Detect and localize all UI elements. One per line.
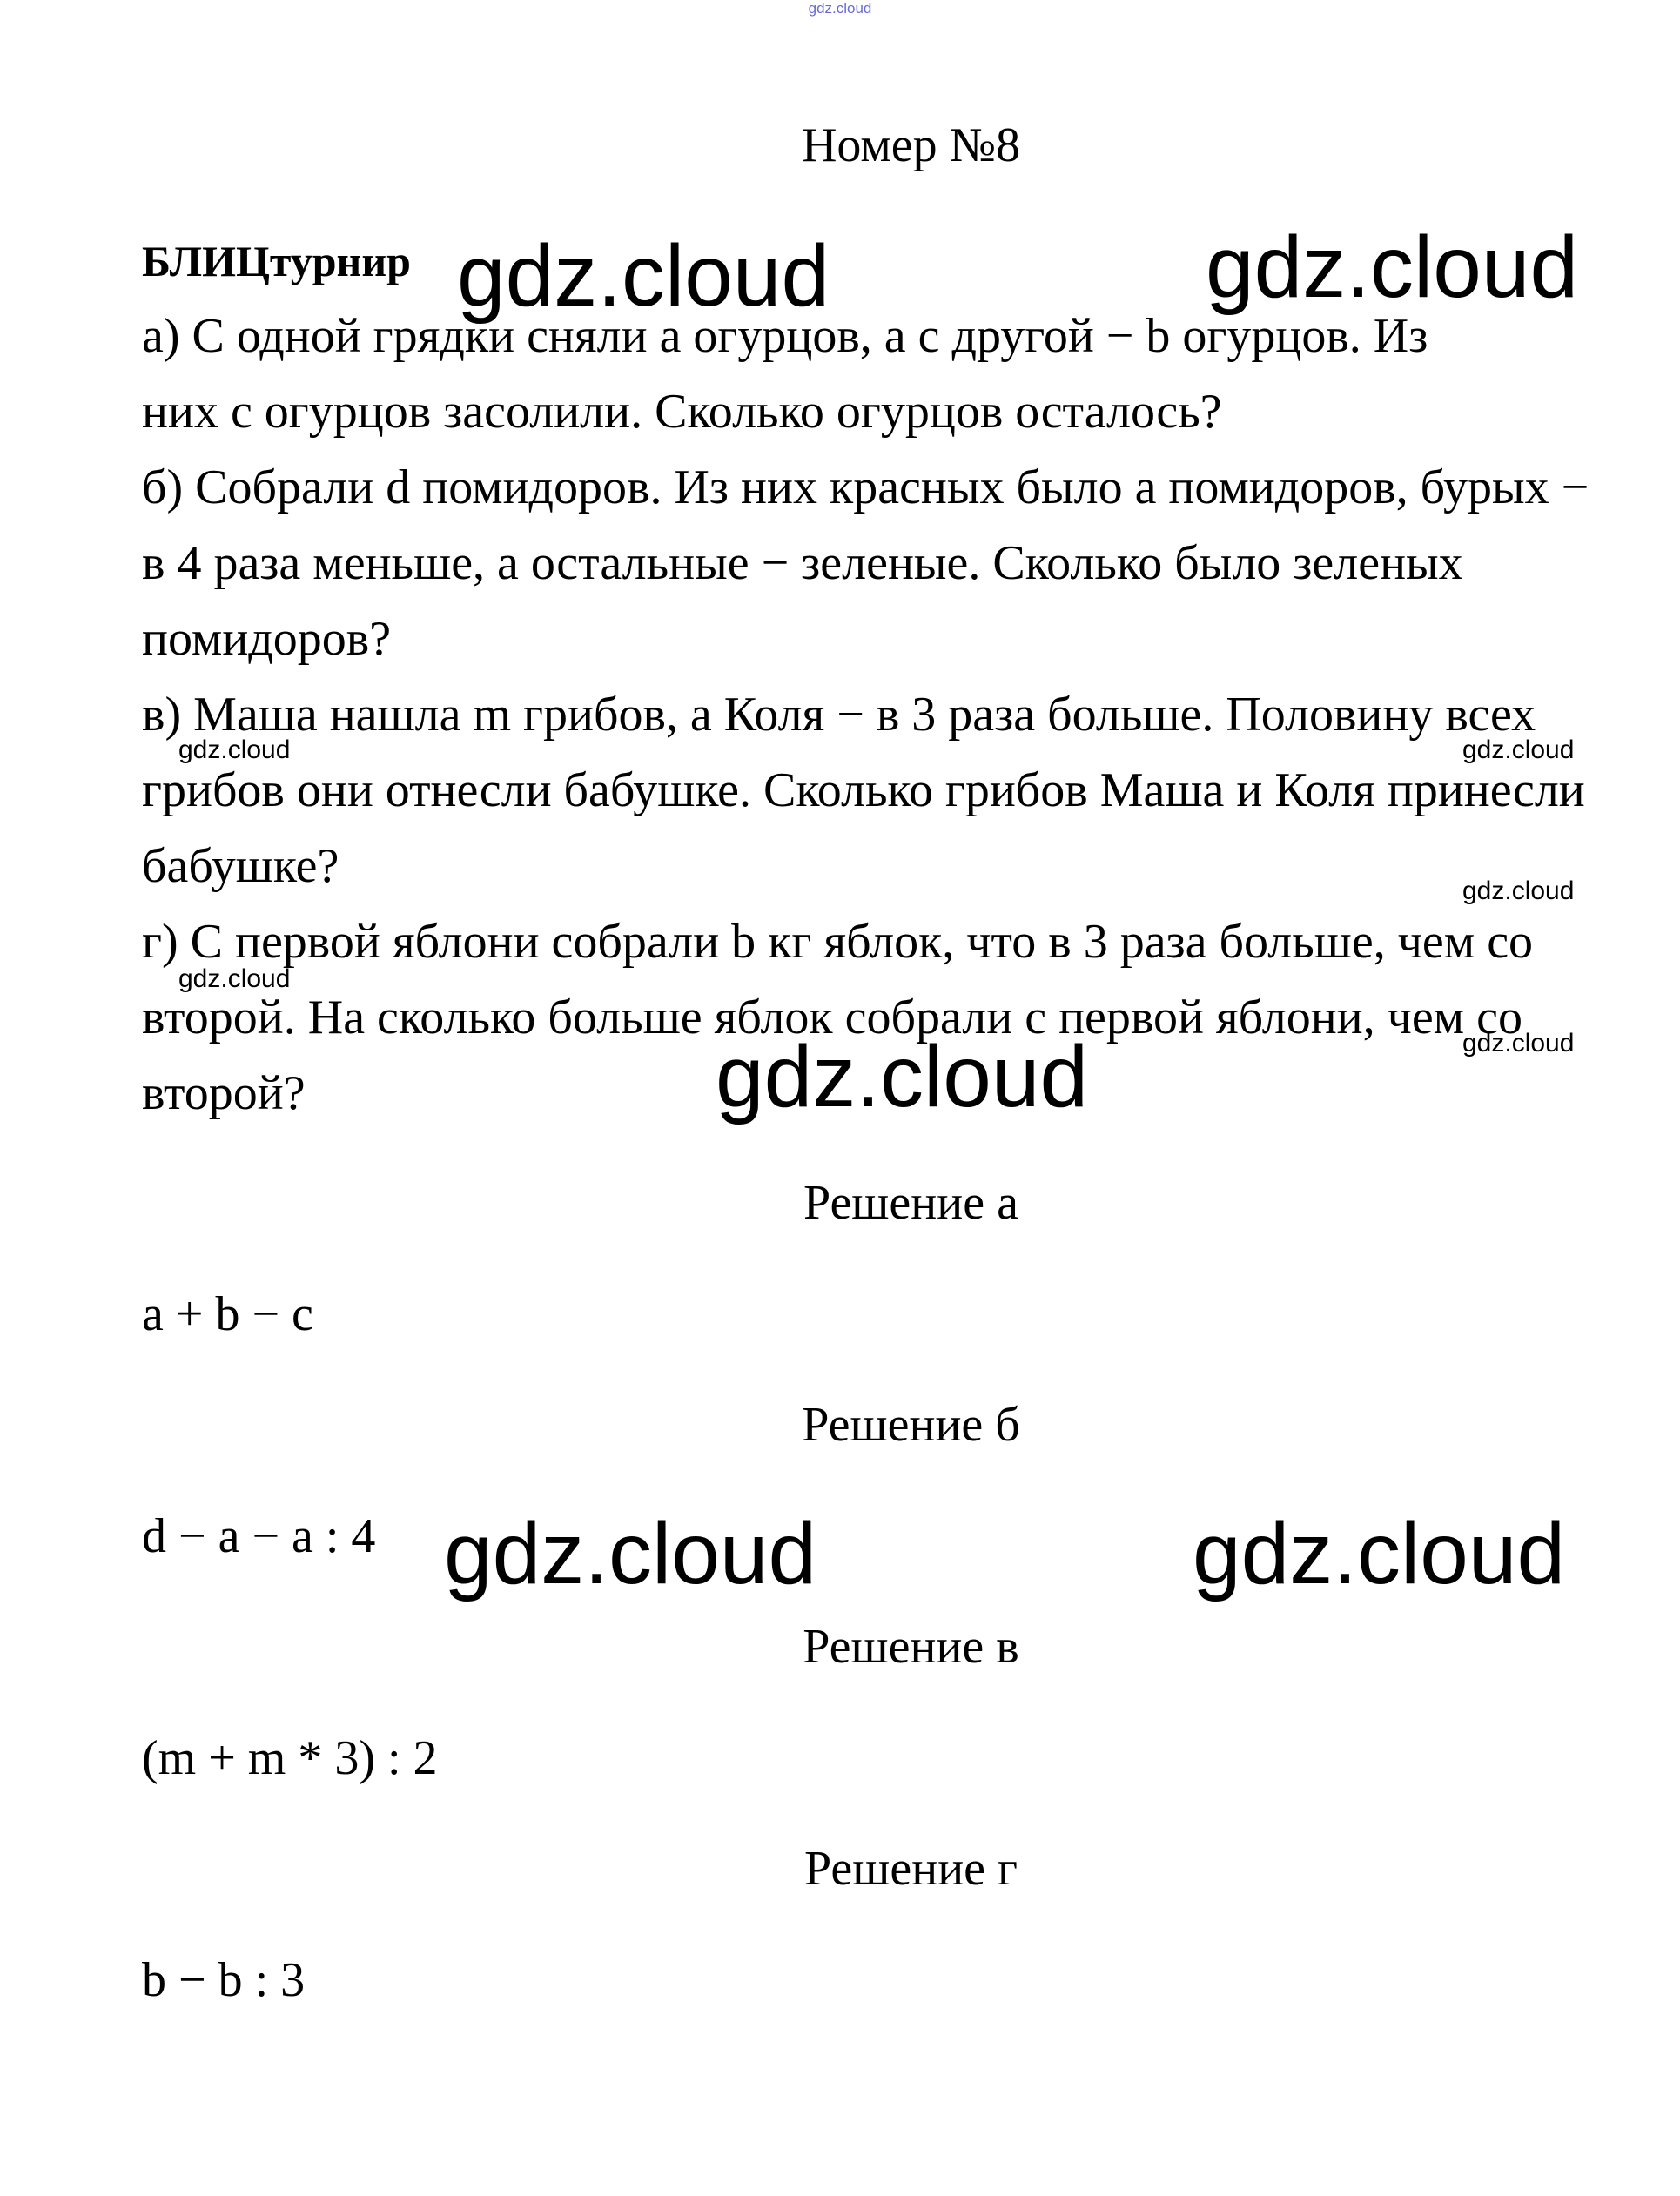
solution-heading: Решение г [804,1842,1018,1896]
watermark: gdz.cloud [178,735,291,764]
problem-line: помидоров? [142,612,392,666]
solution-expression: b − b : 3 [142,1953,306,2007]
problem-line: них с огурцов засолили. Сколько огурцов осталось? [142,385,1222,439]
problem-line: г) С первой яблони собрали b кг яблок, что в 3 раза больше, чем со [142,915,1534,969]
section-heading: БЛИЦтурнир [142,237,411,285]
watermark: gdz.cloud [716,1028,1089,1125]
watermark: gdz.cloud [1206,218,1579,316]
watermark: gdz.cloud [457,227,830,325]
solution-expression: d − a − a : 4 [142,1509,376,1563]
problem-line: второй? [142,1066,306,1120]
problem-line: грибов они отнесли бабушке. Сколько грибов Маша и Коля принесли [142,763,1585,817]
problem-line: в 4 раза меньше, а остальные − зеленые. Сколько было зеленых [142,536,1463,590]
watermark: gdz.cloud [444,1505,817,1602]
page-title: Номер №8 [801,118,1021,172]
problem-line: второй. На сколько больше яблок собрали с первой яблони, чем со [142,991,1522,1044]
watermark: gdz.cloud [1193,1505,1566,1602]
solution-expression: a + b − c [142,1287,313,1341]
watermark: gdz.cloud [178,964,291,993]
watermark: gdz.cloud [1462,735,1575,764]
watermark: gdz.cloud [1462,876,1575,905]
problem-line: в) Маша нашла m грибов, а Коля − в 3 раза больше. Половину всех [142,688,1536,742]
solution-heading: Решение б [802,1398,1020,1452]
problem-line: а) С одной грядки сняли а огурцов, а с другой − b огурцов. Из [142,309,1428,363]
solution-heading: Решение в [803,1620,1019,1674]
problem-line: б) Собрали d помидоров. Из них красных было а помидоров, бурых − [142,460,1589,514]
solution-heading: Решение а [803,1176,1018,1230]
header-watermark: gdz.cloud [808,0,872,17]
watermark: gdz.cloud [1462,1029,1575,1058]
problem-line: бабушке? [142,839,339,893]
solution-expression: (m + m * 3) : 2 [142,1731,438,1785]
